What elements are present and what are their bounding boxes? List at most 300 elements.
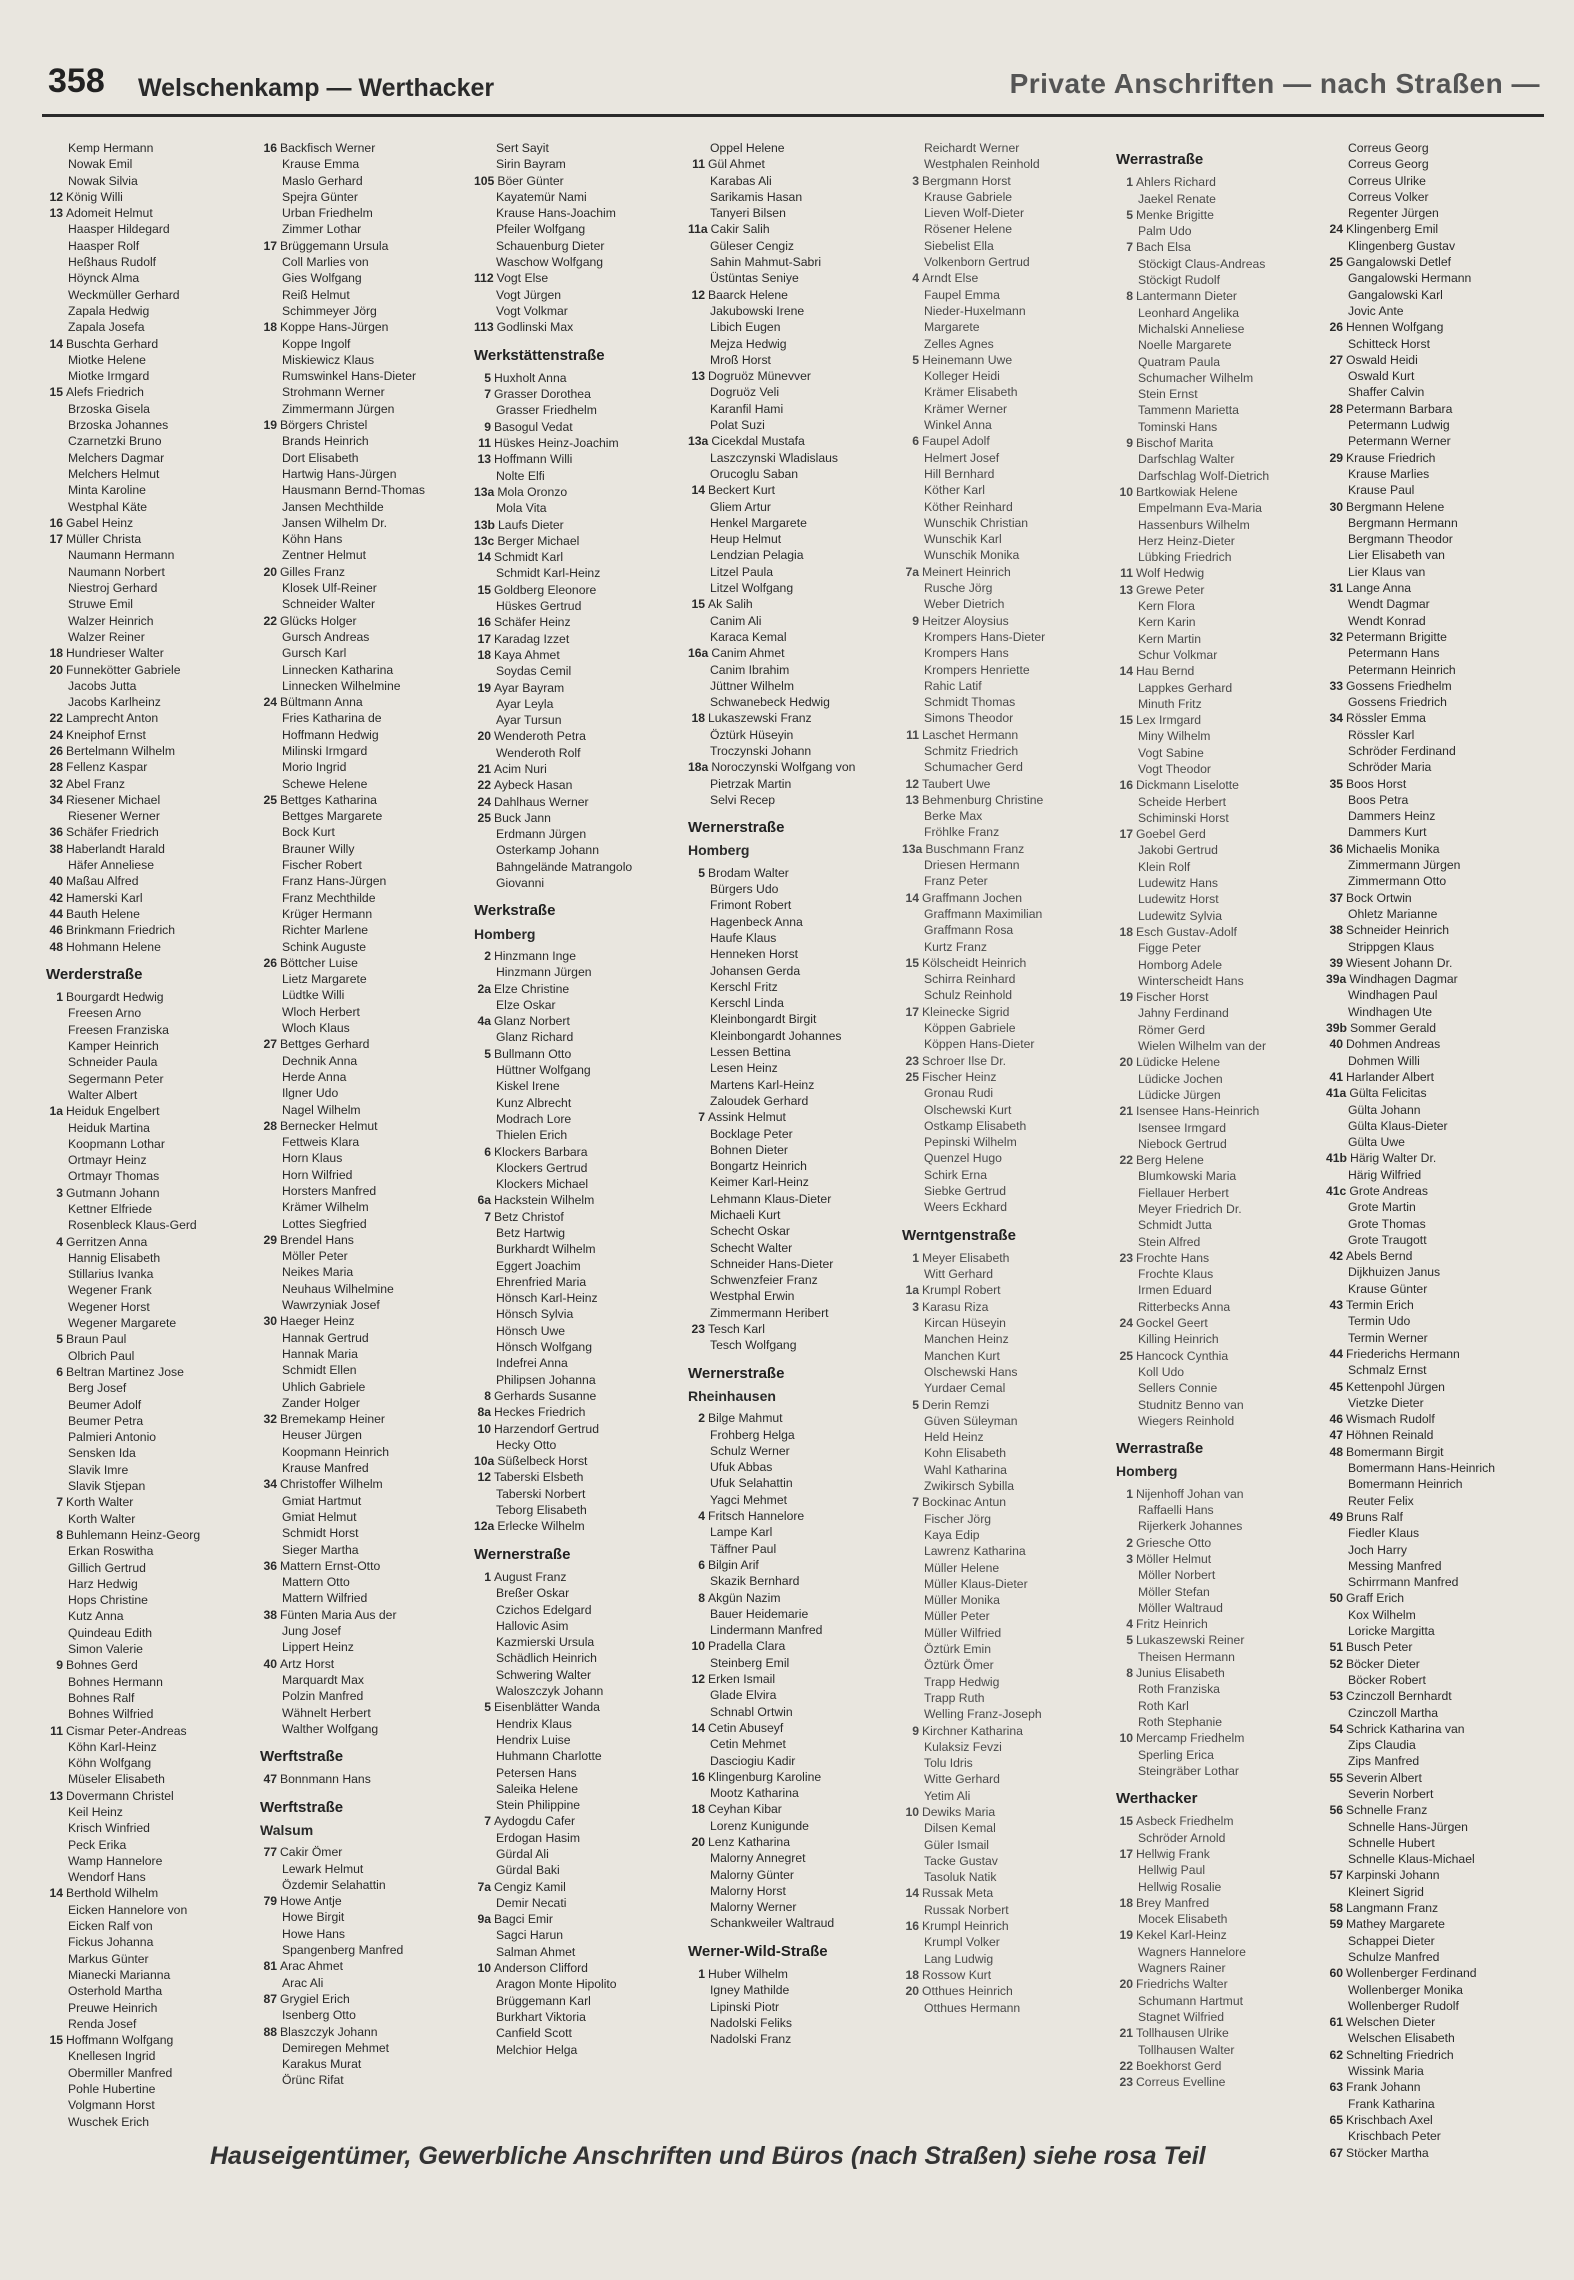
directory-entry bbox=[902, 613, 1116, 629]
directory-entry bbox=[688, 1240, 902, 1256]
resident-name: Graff Erich bbox=[1346, 1591, 1405, 1606]
resident-name: Bettges Katharina bbox=[280, 792, 377, 807]
resident-name: Kurtz Franz bbox=[924, 939, 987, 954]
house-number: 9 bbox=[912, 613, 919, 628]
directory-entry bbox=[474, 1846, 688, 1862]
directory-column bbox=[1326, 140, 1540, 2161]
house-number: 7a bbox=[905, 564, 919, 579]
resident-name: Hüskes Heinz-Joachim bbox=[494, 436, 619, 451]
resident-name: Bergmann Horst bbox=[922, 173, 1011, 188]
house-number: 11 bbox=[692, 157, 705, 172]
resident-name: Alefs Friedrich bbox=[66, 385, 144, 400]
directory-entry bbox=[474, 1355, 688, 1371]
resident-name: Sperling Erica bbox=[1138, 1747, 1214, 1762]
resident-name: Russak Meta bbox=[922, 1886, 994, 1901]
directory-entry bbox=[902, 792, 1116, 808]
directory-entry bbox=[1116, 647, 1330, 663]
directory-entry bbox=[902, 890, 1116, 906]
house-number: 9 bbox=[1126, 436, 1133, 451]
directory-entry bbox=[902, 1592, 1116, 1608]
resident-name: Brüggemann Karl bbox=[496, 1993, 591, 2008]
resident-name: Rössler Emma bbox=[1346, 711, 1426, 726]
directory-entry bbox=[474, 1078, 688, 1094]
resident-name: Möller Norbert bbox=[1138, 1568, 1216, 1583]
directory-entry bbox=[1116, 1632, 1330, 1648]
resident-name: Zimmermann Otto bbox=[1348, 874, 1447, 889]
house-number: 17 bbox=[905, 1004, 919, 1019]
house-number: 38 bbox=[263, 1607, 277, 1622]
resident-name: Bomermann Heinrich bbox=[1348, 1477, 1463, 1492]
resident-name: Miny Wilhelm bbox=[1138, 729, 1211, 744]
resident-name: Dijkhuizen Janus bbox=[1348, 1265, 1441, 1280]
house-number: 6a bbox=[477, 1193, 491, 1208]
directory-entry bbox=[260, 1844, 474, 1860]
resident-name: Harz Hedwig bbox=[68, 1576, 138, 1591]
directory-entry bbox=[1116, 614, 1330, 630]
house-number: 11 bbox=[906, 727, 919, 742]
resident-name: Schrick Katharina van bbox=[1346, 1721, 1465, 1736]
resident-name: Malorny Horst bbox=[710, 1883, 786, 1898]
directory-entry bbox=[260, 1444, 474, 1460]
directory-entry bbox=[474, 964, 688, 980]
directory-entry bbox=[1326, 417, 1540, 433]
resident-name: Frank Johann bbox=[1346, 2080, 1421, 2095]
directory-entry bbox=[474, 777, 688, 793]
directory-entry bbox=[260, 1134, 474, 1150]
directory-entry bbox=[688, 1158, 902, 1174]
directory-entry bbox=[474, 1879, 688, 1895]
directory-entry bbox=[260, 1771, 474, 1787]
resident-name: Termin Erich bbox=[1346, 1298, 1414, 1313]
directory-entry bbox=[1326, 1313, 1540, 1329]
resident-name: Bohnen Dieter bbox=[710, 1142, 788, 1157]
directory-entry bbox=[260, 922, 474, 938]
directory-entry bbox=[902, 939, 1116, 955]
resident-name: Czarnetzki Bruno bbox=[68, 434, 162, 449]
resident-name: Brauner Willy bbox=[282, 841, 355, 856]
resident-name: Henkel Margarete bbox=[710, 515, 807, 530]
directory-entry bbox=[902, 2000, 1116, 2016]
district-heading: Homberg bbox=[1116, 1463, 1178, 1480]
resident-name: Cicekdal Mustafa bbox=[711, 434, 805, 449]
resident-name: Lange Anna bbox=[1346, 581, 1412, 596]
directory-entry bbox=[46, 1071, 260, 1087]
directory-entry bbox=[1326, 1542, 1540, 1558]
directory-entry bbox=[46, 1560, 260, 1576]
directory-entry bbox=[1116, 810, 1330, 826]
resident-name: Vietzke Dieter bbox=[1348, 1395, 1424, 1410]
directory-entry bbox=[46, 1967, 260, 1983]
resident-name: Krompers Hans bbox=[924, 646, 1009, 661]
directory-entry bbox=[1116, 1665, 1330, 1681]
house-number: 24 bbox=[1329, 222, 1343, 237]
directory-entry bbox=[46, 1527, 260, 1543]
resident-name: Gliem Artur bbox=[710, 499, 771, 514]
house-number: 13a bbox=[474, 484, 495, 499]
directory-entry bbox=[902, 1118, 1116, 1134]
house-number: 25 bbox=[477, 810, 491, 825]
resident-name: August Franz bbox=[494, 1569, 567, 1584]
resident-name: Neuhaus Wilhelmine bbox=[282, 1281, 394, 1296]
directory-entry bbox=[688, 1753, 902, 1769]
directory-entry bbox=[46, 1641, 260, 1657]
directory-entry bbox=[46, 1739, 260, 1755]
resident-name: Heiduk Martina bbox=[68, 1120, 150, 1135]
resident-name: Walter Albert bbox=[68, 1087, 138, 1102]
resident-name: Petersen Hans bbox=[496, 1765, 577, 1780]
resident-name: Sahin Mahmut-Sabri bbox=[710, 255, 822, 270]
resident-name: Tesch Wolfgang bbox=[710, 1338, 797, 1353]
resident-name: Grewe Peter bbox=[1136, 582, 1205, 597]
resident-name: Schröder Maria bbox=[1348, 760, 1432, 775]
directory-entry bbox=[688, 792, 902, 808]
resident-name: Hagenbeck Anna bbox=[710, 914, 803, 929]
resident-name: Urban Friedhelm bbox=[282, 206, 373, 221]
directory-entry bbox=[46, 2032, 260, 2048]
resident-name: Skazik Bernhard bbox=[710, 1574, 800, 1589]
directory-entry bbox=[260, 1590, 474, 1606]
resident-name: Hallovic Asim bbox=[496, 1618, 569, 1633]
directory-entry bbox=[46, 336, 260, 352]
resident-name: Wenderoth Rolf bbox=[496, 745, 581, 760]
resident-name: Gockel Geert bbox=[1136, 1316, 1208, 1331]
directory-entry bbox=[902, 808, 1116, 824]
directory-entry bbox=[902, 450, 1116, 466]
resident-name: Nolte Elfi bbox=[496, 468, 545, 483]
resident-name: Boekhorst Gerd bbox=[1136, 2058, 1222, 2073]
house-number: 20 bbox=[1119, 1055, 1133, 1070]
resident-name: Raffaelli Hans bbox=[1138, 1503, 1214, 1518]
resident-name: Bauer Heidemarie bbox=[710, 1606, 809, 1621]
house-number: 27 bbox=[1329, 352, 1343, 367]
resident-name: Rijerkerk Johannes bbox=[1138, 1519, 1243, 1534]
directory-entry bbox=[1326, 547, 1540, 563]
resident-name: Howe Hans bbox=[282, 1926, 345, 1941]
resident-name: Boos Horst bbox=[1346, 776, 1407, 791]
directory-entry bbox=[260, 336, 474, 352]
street-heading: Werkstättenstraße bbox=[474, 346, 605, 364]
resident-name: Niestroj Gerhard bbox=[68, 581, 158, 596]
resident-name: Kern Flora bbox=[1138, 599, 1195, 614]
resident-name: Lieven Wolf-Dieter bbox=[924, 206, 1025, 221]
directory-entry bbox=[688, 1785, 902, 1801]
resident-name: Hüttner Wolfgang bbox=[496, 1063, 591, 1078]
directory-entry bbox=[474, 1209, 688, 1225]
resident-name: Gursch Karl bbox=[282, 646, 347, 661]
resident-name: Öztürk Hüseyin bbox=[710, 727, 794, 742]
resident-name: Mocek Elisabeth bbox=[1138, 1912, 1228, 1927]
resident-name: Grygiel Erich bbox=[280, 1991, 350, 2006]
directory-entry bbox=[688, 1573, 902, 1589]
resident-name: Tollhausen Ulrike bbox=[1136, 2026, 1229, 2041]
resident-name: Winkel Anna bbox=[924, 418, 992, 433]
directory-entry bbox=[1116, 1960, 1330, 1976]
directory-entry bbox=[1326, 1379, 1540, 1395]
directory-entry bbox=[902, 1004, 1116, 1020]
directory-entry bbox=[1326, 613, 1540, 629]
resident-name: Friederichs Hermann bbox=[1346, 1346, 1460, 1361]
directory-entry bbox=[902, 1788, 1116, 1804]
directory-entry bbox=[1116, 1567, 1330, 1583]
directory-entry bbox=[474, 745, 688, 761]
directory-entry bbox=[902, 1657, 1116, 1673]
resident-name: Gülta Uwe bbox=[1348, 1135, 1405, 1150]
directory-entry bbox=[1326, 906, 1540, 922]
directory-entry bbox=[902, 1853, 1116, 1869]
directory-entry bbox=[260, 1118, 474, 1134]
directory-entry bbox=[260, 564, 474, 580]
directory-entry bbox=[260, 1639, 474, 1655]
resident-name: Zwikirsch Sybilla bbox=[924, 1479, 1015, 1494]
resident-name: Sellers Connie bbox=[1138, 1381, 1218, 1396]
house-number: 38 bbox=[49, 841, 63, 856]
directory-entry bbox=[688, 352, 902, 368]
resident-name: Gangalowski Hermann bbox=[1348, 271, 1472, 286]
directory-entry bbox=[902, 955, 1116, 971]
resident-name: Horsters Manfred bbox=[282, 1184, 377, 1198]
house-number: 5 bbox=[484, 1046, 491, 1061]
directory-entry bbox=[688, 1337, 902, 1353]
directory-entry bbox=[46, 841, 260, 857]
directory-entry bbox=[688, 1207, 902, 1223]
resident-name: Mianecki Marianna bbox=[68, 1967, 171, 1982]
resident-name: Braun Paul bbox=[66, 1332, 127, 1347]
resident-name: Heßhaus Rudolf bbox=[68, 255, 157, 270]
house-number: 13a bbox=[688, 434, 709, 449]
directory-entry bbox=[260, 482, 474, 498]
directory-entry bbox=[46, 1364, 260, 1380]
resident-name: Häfer Anneliese bbox=[68, 858, 155, 873]
directory-entry bbox=[46, 1869, 260, 1885]
house-number: 40 bbox=[49, 874, 63, 889]
resident-name: Friedrichs Walter bbox=[1136, 1977, 1228, 1992]
resident-name: Gülta Klaus-Dieter bbox=[1348, 1118, 1448, 1133]
directory-entry bbox=[1326, 1183, 1540, 1199]
directory-entry bbox=[1116, 1168, 1330, 1184]
directory-entry bbox=[260, 140, 474, 156]
resident-name: Frochte Klaus bbox=[1138, 1267, 1214, 1282]
resident-name: Tolu Idris bbox=[924, 1756, 973, 1771]
directory-entry bbox=[474, 1029, 688, 1045]
resident-name: Jung Josef bbox=[282, 1624, 341, 1639]
directory-entry bbox=[902, 303, 1116, 319]
directory-entry bbox=[1116, 1120, 1330, 1136]
house-number: 39a bbox=[1326, 972, 1347, 987]
resident-name: Grasser Friedhelm bbox=[496, 403, 597, 418]
directory-entry bbox=[1116, 1413, 1330, 1429]
resident-name: Lorenz Kunigunde bbox=[710, 1818, 809, 1833]
directory-entry bbox=[688, 1109, 902, 1125]
resident-name: Bilge Mahmut bbox=[708, 1411, 783, 1426]
directory-entry bbox=[474, 468, 688, 484]
resident-name: Fischer Heinz bbox=[922, 1069, 997, 1084]
directory-entry bbox=[902, 694, 1116, 710]
house-number: 33 bbox=[1329, 678, 1343, 693]
directory-entry bbox=[46, 433, 260, 449]
directory-entry bbox=[902, 1020, 1116, 1036]
directory-entry bbox=[902, 1462, 1116, 1478]
directory-entry bbox=[1326, 1264, 1540, 1280]
house-number: 65 bbox=[1329, 2112, 1343, 2127]
resident-name: Rossow Kurt bbox=[922, 1967, 992, 1982]
house-number: 19 bbox=[1119, 990, 1133, 1005]
directory-entry bbox=[1326, 629, 1540, 645]
directory-entry bbox=[902, 971, 1116, 987]
house-number: 13 bbox=[477, 452, 491, 467]
directory-entry bbox=[902, 1348, 1116, 1364]
district-heading: Walsum bbox=[260, 1821, 314, 1838]
street-heading: Werrastraße bbox=[1116, 1440, 1204, 1458]
resident-name: Manchen Heinz bbox=[924, 1332, 1009, 1347]
house-number: 29 bbox=[263, 1232, 277, 1247]
resident-name: Schwanebeck Hedwig bbox=[710, 695, 830, 710]
resident-name: Krause Gabriele bbox=[924, 189, 1013, 204]
resident-name: Schröder Arnold bbox=[1138, 1830, 1226, 1845]
resident-name: Hoffmann Willi bbox=[494, 452, 573, 467]
resident-name: Kutz Anna bbox=[68, 1609, 124, 1624]
resident-name: Lewark Helmut bbox=[282, 1861, 364, 1876]
resident-name: Vogt Volkmar bbox=[496, 303, 568, 318]
resident-name: Klosek Ulf-Reiner bbox=[282, 581, 377, 596]
directory-entry bbox=[46, 1657, 260, 1673]
directory-entry bbox=[688, 1427, 902, 1443]
resident-name: Naumann Norbert bbox=[68, 564, 165, 579]
house-number: 22 bbox=[1119, 1153, 1133, 1168]
resident-name: Scheide Herbert bbox=[1138, 794, 1227, 809]
directory-entry bbox=[1116, 1380, 1330, 1396]
directory-entry bbox=[1326, 401, 1540, 417]
house-number: 81 bbox=[263, 1959, 277, 1974]
resident-name: Michaelis Monika bbox=[1346, 841, 1440, 856]
directory-entry bbox=[46, 678, 260, 694]
directory-entry bbox=[1116, 1185, 1330, 1201]
resident-name: Abel Franz bbox=[66, 776, 125, 791]
resident-name: Ufuk Abbas bbox=[710, 1460, 773, 1475]
directory-entry bbox=[902, 743, 1116, 759]
resident-name: Ak Salih bbox=[708, 597, 753, 612]
directory-entry bbox=[902, 662, 1116, 678]
resident-name: Karabas Ali bbox=[710, 173, 772, 188]
resident-name: Margarete bbox=[924, 320, 980, 335]
directory-entry bbox=[474, 1518, 688, 1534]
resident-name: Glücks Holger bbox=[280, 613, 357, 628]
resident-name: Langmann Franz bbox=[1346, 1901, 1439, 1916]
directory-entry bbox=[688, 645, 902, 661]
resident-name: Olschewski Kurt bbox=[924, 1102, 1012, 1117]
house-number: 20 bbox=[905, 1984, 919, 1999]
resident-name: Fries Katharina de bbox=[282, 711, 382, 726]
directory-entry bbox=[260, 1069, 474, 1085]
resident-name: Volgmann Horst bbox=[68, 2098, 155, 2113]
house-number: 36 bbox=[1329, 841, 1343, 856]
directory-entry bbox=[46, 1397, 260, 1413]
directory-entry bbox=[260, 857, 474, 873]
directory-entry bbox=[1116, 484, 1330, 500]
directory-entry bbox=[688, 710, 902, 726]
resident-name: Bergmann Theodor bbox=[1348, 532, 1453, 547]
resident-name: Mejza Hedwig bbox=[710, 336, 787, 351]
house-number: 14 bbox=[477, 550, 491, 565]
directory-entry bbox=[1326, 189, 1540, 205]
house-number: 13a bbox=[902, 841, 923, 856]
resident-name: Süßelbeck Horst bbox=[497, 1454, 588, 1469]
directory-entry bbox=[46, 1853, 260, 1869]
directory-entry bbox=[688, 401, 902, 417]
directory-entry bbox=[902, 1478, 1116, 1494]
resident-name: Höynck Alma bbox=[68, 271, 140, 286]
resident-name: Lang Ludwig bbox=[924, 1951, 994, 1966]
house-number: 11 bbox=[1120, 566, 1133, 581]
directory-entry bbox=[260, 221, 474, 237]
resident-name: Weckmüller Gerhard bbox=[68, 287, 180, 302]
directory-entry bbox=[474, 1339, 688, 1355]
directory-entry bbox=[46, 547, 260, 563]
directory-entry bbox=[46, 1022, 260, 1038]
directory-entry bbox=[1116, 451, 1330, 467]
house-number: 7 bbox=[56, 1495, 63, 1510]
street-heading: Wernerstraße bbox=[688, 819, 785, 837]
directory-entry bbox=[46, 1234, 260, 1250]
resident-name: Grote Thomas bbox=[1348, 1216, 1426, 1231]
resident-name: Klingenburg Karoline bbox=[708, 1769, 822, 1784]
house-number: 25 bbox=[1329, 255, 1343, 270]
directory-entry bbox=[1116, 1616, 1330, 1632]
resident-name: Stein Alfred bbox=[1138, 1234, 1201, 1249]
directory-entry bbox=[688, 1638, 902, 1654]
directory-entry bbox=[688, 662, 902, 678]
directory-entry bbox=[1116, 223, 1330, 239]
directory-entry bbox=[1116, 1747, 1330, 1763]
directory-entry bbox=[688, 1687, 902, 1703]
directory-entry bbox=[902, 841, 1116, 857]
resident-name: Bocklage Peter bbox=[710, 1126, 793, 1141]
directory-entry bbox=[1326, 352, 1540, 368]
house-number: 16 bbox=[691, 1769, 705, 1784]
directory-entry bbox=[260, 238, 474, 254]
street-heading: Werthacker bbox=[1116, 1790, 1198, 1808]
directory-entry bbox=[474, 1895, 688, 1911]
resident-name: Brands Heinrich bbox=[282, 434, 369, 449]
resident-name: Böcker Robert bbox=[1348, 1672, 1426, 1687]
resident-name: Troczynski Johann bbox=[710, 743, 812, 758]
resident-name: Melchers Helmut bbox=[68, 466, 160, 481]
resident-name: Godlinski Max bbox=[496, 320, 574, 335]
directory-entry bbox=[902, 1102, 1116, 1118]
resident-name: Mattern Ernst-Otto bbox=[280, 1558, 381, 1573]
resident-name: Maßau Alfred bbox=[66, 874, 139, 889]
resident-name: Dammers Kurt bbox=[1348, 825, 1427, 840]
resident-name: Lawrenz Katharina bbox=[924, 1544, 1026, 1559]
directory-entry bbox=[260, 1020, 474, 1036]
resident-name: Hackstein Wilhelm bbox=[494, 1193, 595, 1208]
resident-name: Meinert Heinrich bbox=[922, 564, 1011, 579]
resident-name: König Willi bbox=[66, 189, 123, 204]
resident-name: Fritz Heinrich bbox=[1136, 1617, 1208, 1632]
resident-name: Cetin Mehmet bbox=[710, 1737, 786, 1752]
resident-name: Glanz Norbert bbox=[494, 1014, 570, 1029]
resident-name: Vogt Sabine bbox=[1138, 745, 1204, 760]
resident-name: Kiskel Irene bbox=[496, 1079, 560, 1094]
directory-entry bbox=[260, 1705, 474, 1721]
directory-entry bbox=[46, 173, 260, 189]
directory-entry bbox=[688, 1443, 902, 1459]
directory-entry bbox=[1326, 287, 1540, 303]
resident-name: Schnelting Friedrich bbox=[1346, 2047, 1454, 2062]
house-number: 105 bbox=[474, 173, 495, 188]
resident-name: Hönsch Sylvia bbox=[496, 1307, 574, 1322]
resident-name: Gerritzen Anna bbox=[66, 1234, 148, 1249]
directory-entry bbox=[1326, 710, 1540, 726]
